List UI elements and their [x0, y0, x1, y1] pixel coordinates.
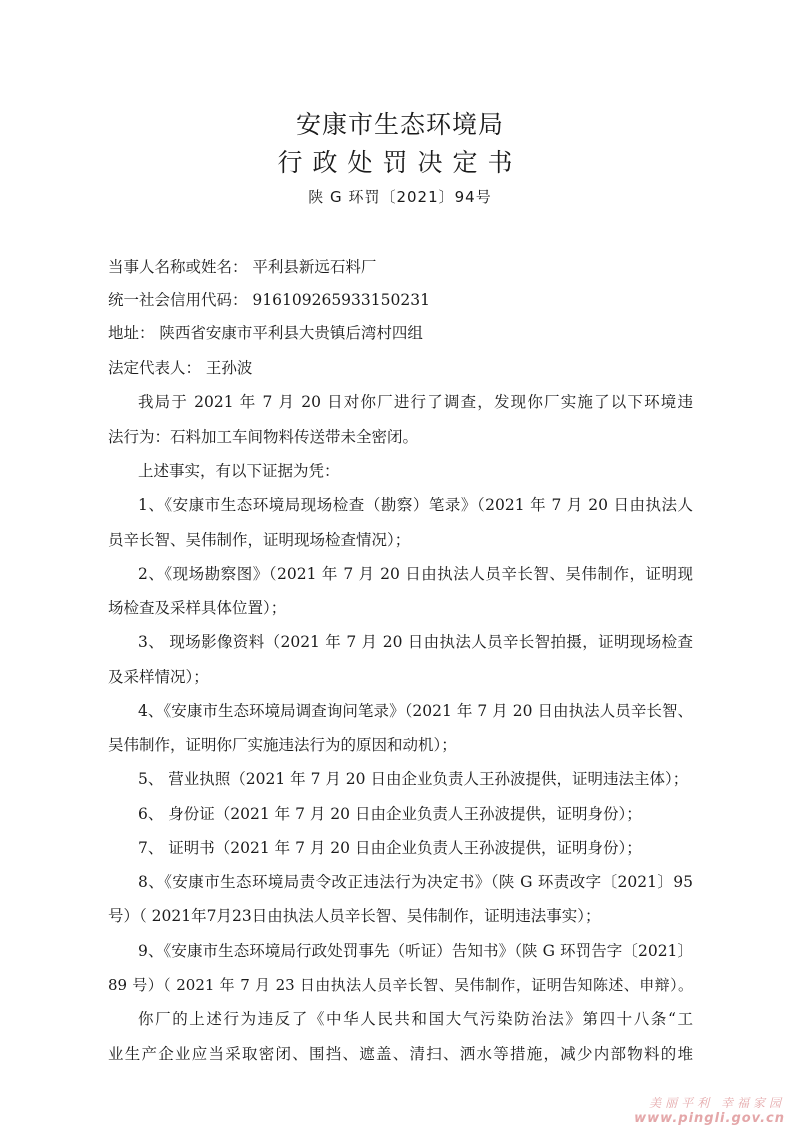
evidence-item: 及采样情况）；: [108, 668, 209, 686]
evidence-item: 2、《现场勘察图》（2021 年 7 月 20 日由执法人员辛长智、吴伟制作，证明现: [138, 565, 693, 583]
website-watermark: [600, 1094, 785, 1128]
evidence-item: 6、 身份证（2021 年 7 月 20 日由企业负责人王孙波提供，证明身份）；: [138, 805, 642, 823]
body-text-line: 业生产企业应当采取密闭、围挡、遮盖、清扫、洒水等措施，减少内部物料的堆: [108, 1045, 693, 1063]
credit-code-line: 统一社会信用代码： 916109265933150231: [108, 291, 430, 309]
body-text-line: 法行为：石料加工车间物料传送带未全密闭。: [108, 428, 419, 446]
evidence-item: 1、《安康市生态环境局现场检查（勘察）笔录》（2021 年 7 月 20 日由执法人: [138, 496, 693, 514]
evidence-item: 9、《安康市生态环境局行政处罚事先（听证）告知书》（陕 G 环罚告字〔2021〕: [138, 942, 693, 960]
evidence-item: 4、《安康市生态环境局调查询问笔录》（2021 年 7 月 20 日由执法人员辛长智、: [138, 702, 693, 720]
party-name-line: 当事人名称或姓名： 平利县新远石料厂: [108, 258, 377, 276]
evidence-item: 89 号）（ 2021 年 7 月 23 日由执法人员辛长智、吴伟制作，证明告知陈述、申辩）。: [108, 976, 693, 994]
watermark-url: www.pingli.gov.cn: [634, 1111, 785, 1126]
evidence-item: 号）（ 2021年7月23日由执法人员辛长智、吴伟制作，证明违法事实）；: [108, 907, 601, 925]
evidence-item: 吴伟制作，证明你厂实施违法行为的原因和动机）；: [108, 736, 457, 754]
evidence-item: 8、《安康市生态环境局责令改正违法行为决定书》（陕 G 环责改字〔2021〕95: [138, 873, 693, 891]
document-type-title: 行政处罚决定书: [277, 148, 523, 177]
body-text-line: 我局于 2021 年 7 月 20 日对你厂进行了调查，发现你厂实施了以下环境违: [138, 393, 693, 411]
agency-title: 安康市生态环境局: [295, 110, 504, 139]
document-number: 陕 G 环罚〔2021〕94号: [308, 188, 492, 206]
evidence-item: 员辛长智、吴伟制作，证明现场检查情况）；: [108, 531, 411, 549]
body-text-line: 上述事实，有以下证据为凭：: [138, 462, 340, 480]
watermark-slogan: 美丽平利 幸福家园: [649, 1096, 785, 1110]
evidence-item: 7、 证明书（2021 年 7 月 20 日由企业负责人王孙波提供，证明身份）；: [138, 839, 642, 857]
evidence-item: 3、 现场影像资料（2021 年 7 月 20 日由执法人员辛长智拍摄，证明现场检查: [138, 633, 693, 651]
body-text-line: 你厂的上述行为违反了《中华人民共和国大气污染防治法》第四十八条“工: [138, 1010, 693, 1028]
evidence-item: 5、 营业执照（2021 年 7 月 20 日由企业负责人王孙波提供，证明违法主体）；: [138, 770, 689, 788]
address-line: 地址： 陕西省安康市平利县大贵镇后湾村四组: [108, 324, 423, 342]
legal-representative-line: 法定代表人： 王孙波: [108, 359, 253, 377]
evidence-item: 场检查及采样具体位置）；: [108, 599, 287, 617]
